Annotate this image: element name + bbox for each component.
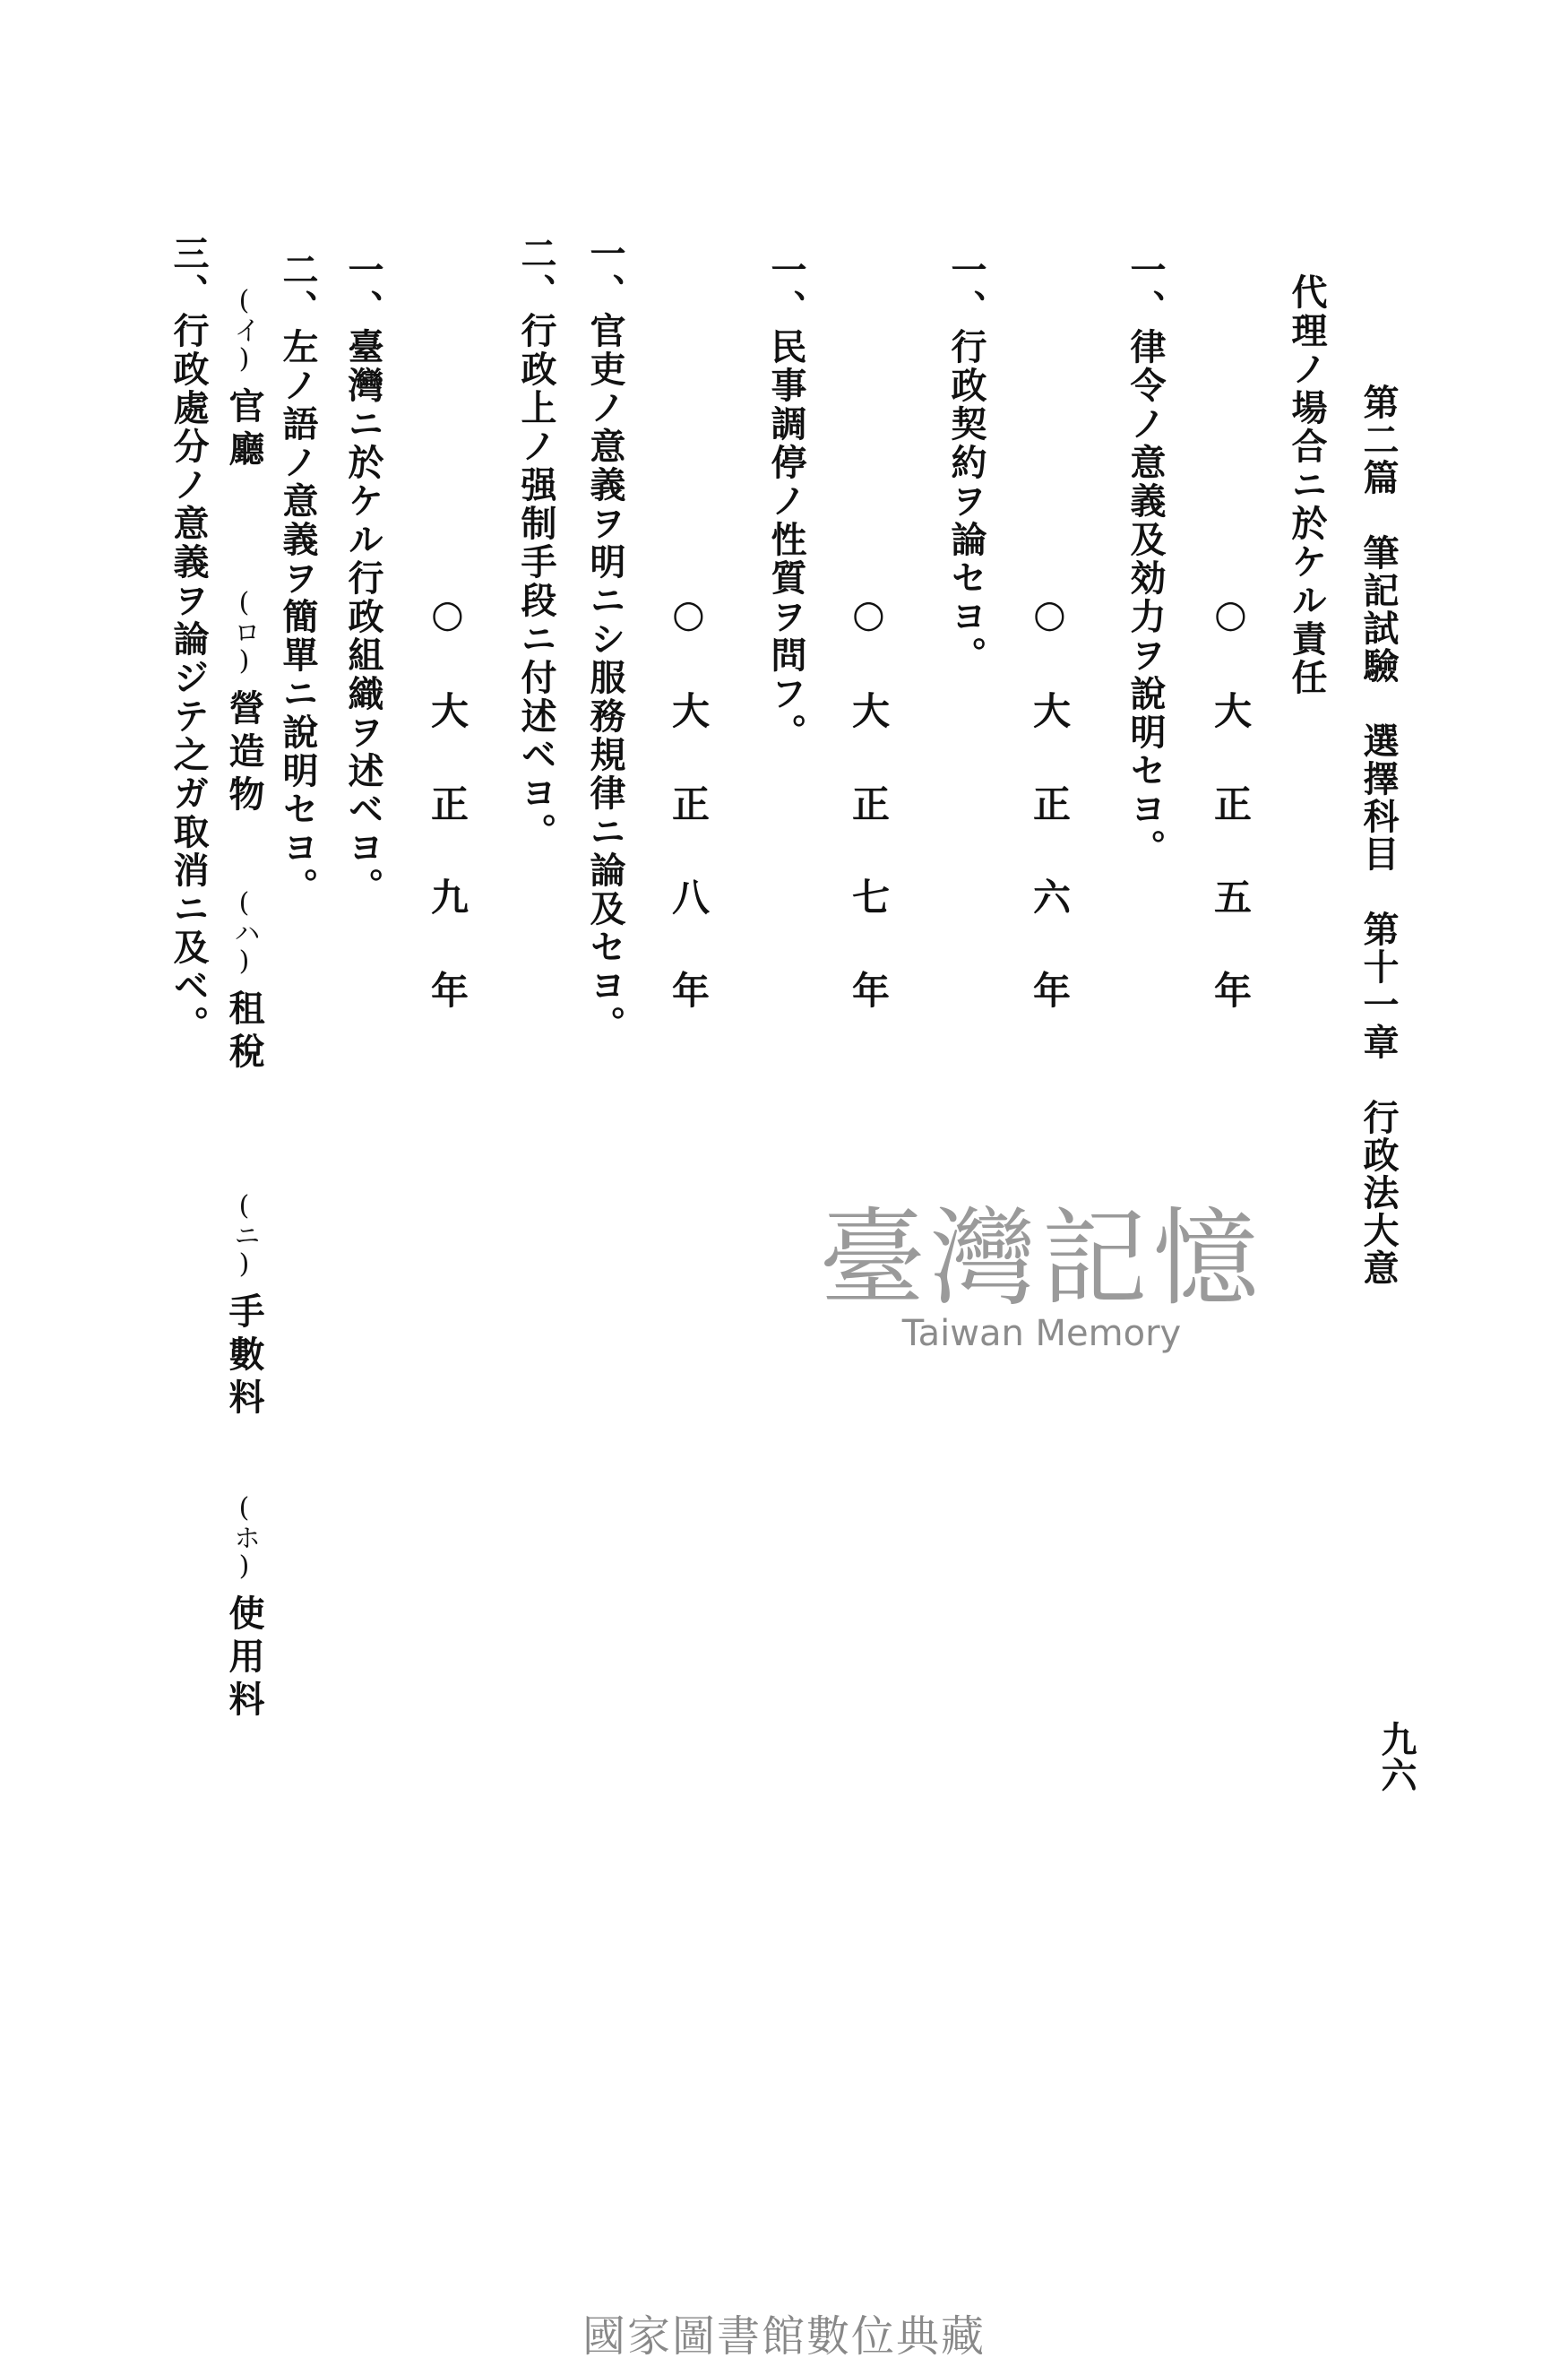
footer-archive-label: 國家圖書館數位典藏 [582,2311,986,2362]
sub-item-mark: (ホ) [228,1492,260,1582]
question-taisho8-1: 一、官吏ノ意義ヲ明ニシ服務規律ニ論及セヨ。 [584,235,626,1044]
sub-item-mark: (ロ) [228,587,260,677]
year-heading-taisho7: ○大正七年 [847,592,891,1064]
watermark-en-text: Taiwan Memory [901,1313,1182,1354]
year-heading-taisho8: ○大正八年 [667,592,711,1064]
sub-item-mark: (ニ) [228,1190,260,1280]
question-taisho8-2: 二、行政上ノ强制手段ニ付述ベヨ。 [515,235,557,851]
year-heading-taisho5: ○大正五年 [1209,592,1253,1064]
year-heading-taisho6: ○大正六年 [1028,592,1072,1064]
sub-item-ho [223,1492,265,1723]
sub-item-term: 營造物 [223,689,265,818]
watermark-zh-text: 臺灣記憶 [819,1196,1264,1320]
question-taisho5-1: 一、律令ノ意義及効力ヲ說明セヨ。 [1124,251,1167,868]
sub-item-mark: (イ) [228,285,260,375]
sub-item-term: 租稅 [223,989,265,1075]
sub-item-term: 手數料 [223,1292,265,1421]
continuation-line: 代理ノ場合ニ於ケル責任 [1286,273,1328,697]
page-number: 九六 [1375,1721,1417,1792]
sub-item-ro [223,587,265,818]
year-heading-taisho9: ○大正九年 [426,592,470,1064]
sub-item-mark: (ハ) [228,887,260,977]
question-taisho7-1: 一、民事調停ノ性質ヲ問フ。 [765,251,807,752]
running-header: 第二篇 筆記試驗 選擇科目 第十一章 行政法大意 [1357,384,1400,1287]
question-taisho6-1: 一、行政契約ヲ論セヨ。 [945,251,987,675]
question-taisho9-3: 三、行政處分ノ意義ヲ論ジテ之ガ取消ニ及ベ。 [168,235,210,1044]
sub-item-term: 官廳 [223,387,265,473]
question-taisho9-1: 一、臺灣ニ於ケル行政組織ヲ述ベヨ。 [342,251,384,906]
watermark-logo [784,1196,1299,1354]
sub-item-ni [223,1190,265,1421]
sub-item-i [223,285,265,473]
sub-item-ha [223,887,265,1075]
question-taisho9-2: 二、左ノ語ノ意義ヲ簡單ニ說明セヨ。 [277,251,319,906]
sub-item-term: 使用料 [223,1594,265,1723]
